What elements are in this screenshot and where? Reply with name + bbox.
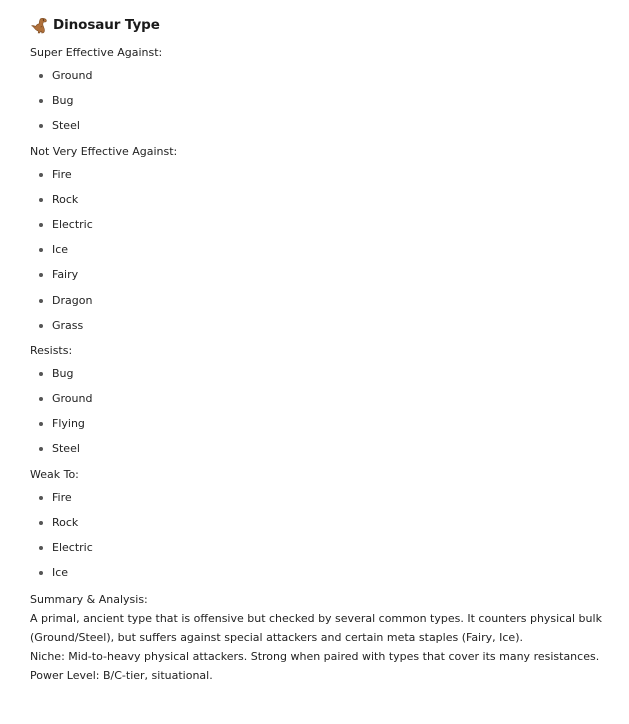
list-item: Fairy bbox=[30, 262, 620, 287]
niche-text: Niche: Mid-to-heavy physical attackers. Strong when paired with types that cover its many resistances. bbox=[30, 650, 600, 664]
resists-list bbox=[30, 361, 620, 462]
summary-paragraph-line-2: (Ground/Steel), but suffers against special attackers and certain meta staples (Fairy, Ice). bbox=[30, 631, 523, 645]
list-item: Steel bbox=[30, 113, 620, 138]
list-item: Electric bbox=[30, 535, 620, 560]
list-item: Electric bbox=[30, 212, 620, 237]
summary-label: Summary & Analysis: bbox=[30, 593, 148, 607]
super-effective-list bbox=[30, 63, 620, 139]
list-item: Steel bbox=[30, 436, 620, 461]
not-very-effective-list bbox=[30, 162, 620, 338]
list-item: Dragon bbox=[30, 288, 620, 313]
weak-to-list bbox=[30, 485, 620, 586]
list-item: Bug bbox=[30, 361, 620, 386]
list-item: Ice bbox=[30, 237, 620, 262]
page-title bbox=[30, 14, 620, 36]
section-label-weak-to: Weak To: bbox=[30, 467, 79, 481]
list-item: Rock bbox=[30, 510, 620, 535]
list-item: Fire bbox=[30, 162, 620, 187]
section-label-super-effective: Super Effective Against: bbox=[30, 46, 163, 59]
list-item: Bug bbox=[30, 88, 620, 113]
list-item: Ice bbox=[30, 560, 620, 585]
list-item: Fire bbox=[30, 485, 620, 510]
section-label-resists: Resists: bbox=[30, 343, 73, 357]
section-label-not-very-effective: Not Very Effective Against: bbox=[30, 144, 178, 158]
summary-paragraph-line-1: A primal, ancient type that is offensive but checked by several common types. It counters physical bulk bbox=[30, 612, 602, 626]
trex-emoji-icon bbox=[30, 16, 49, 35]
list-item: Ground bbox=[30, 386, 620, 411]
list-item: Grass bbox=[30, 313, 620, 338]
document-body bbox=[30, 14, 620, 685]
power-level-text: Power Level: B/C-tier, situational. bbox=[30, 669, 213, 683]
list-item: Flying bbox=[30, 411, 620, 436]
list-item: Ground bbox=[30, 63, 620, 88]
title-text: Dinosaur Type bbox=[53, 17, 160, 33]
list-item: Rock bbox=[30, 187, 620, 212]
